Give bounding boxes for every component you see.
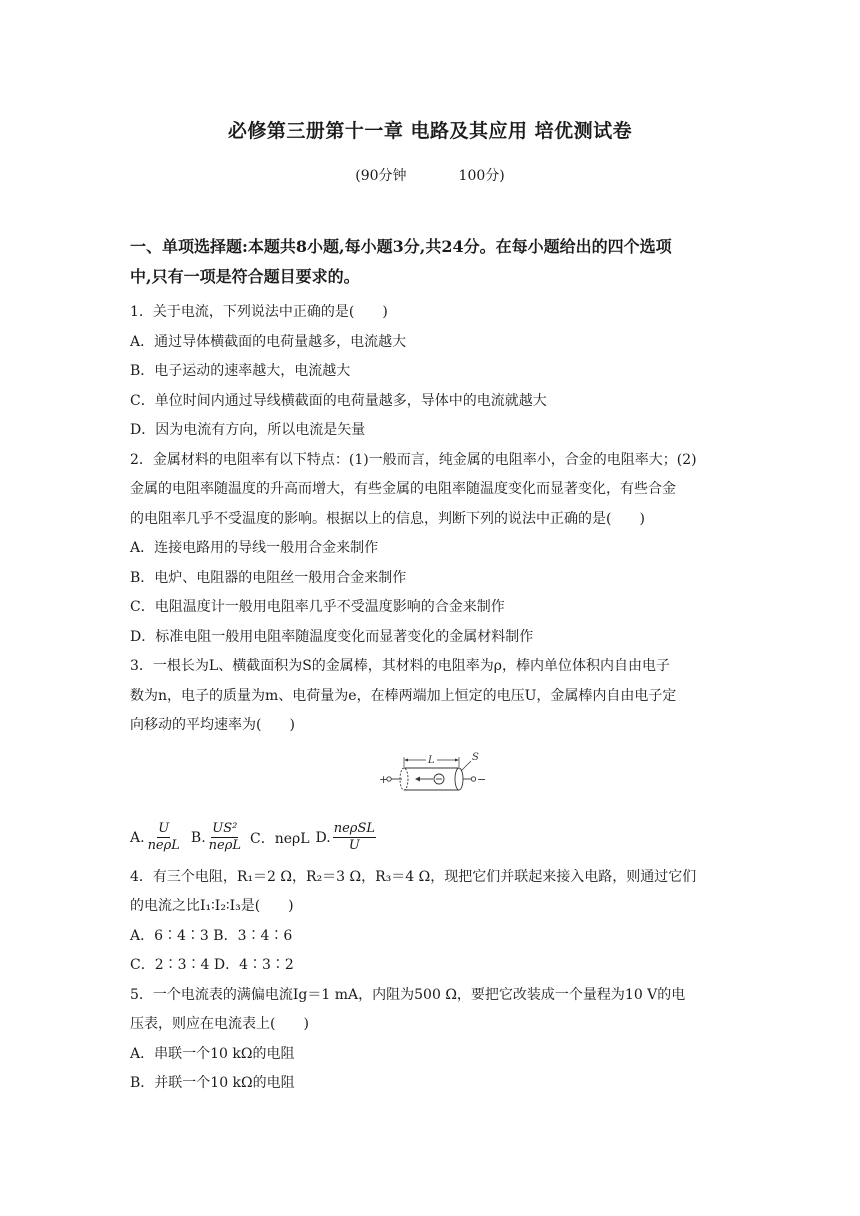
question-3-option-d-label: D. [315, 829, 331, 846]
exam-meta [0, 165, 860, 185]
question-4-options-ab: A．6∶4∶3 B．3∶4∶6 [130, 927, 293, 944]
question-1-option-d: D．因为电流有方向，所以电流是矢量 [130, 422, 366, 438]
plus-terminal-label: + [379, 772, 389, 786]
question-1 [130, 298, 735, 446]
question-4-stem-line2: 的电流之比I₁∶I₂∶I₃是( ) [130, 898, 294, 914]
minus-terminal-label: − [477, 772, 487, 786]
question-2-stem-line3: 的电阻率几乎不受温度的影响。根据以上的信息，判断下列的说法中正确的是( ) [130, 510, 645, 527]
exam-score: 100分) [458, 168, 505, 184]
question-2-stem-line1: 2．金属材料的电阻率有以下特点：(1)一般而言，纯金属的电阻率小，合金的电阻率大；(2) [130, 451, 697, 468]
fraction-numerator: neρSL [333, 821, 375, 836]
area-label: S [472, 751, 479, 763]
question-2-stem-line2: 金属的电阻率随温度的升高而增大，有些金属的电阻率随温度变化而显著变化，有些合金 [130, 481, 676, 497]
minus-terminal-icon [471, 776, 475, 780]
exam-time: (90分钟 [355, 168, 407, 184]
question-1-option-c: C．单位时间内通过导线横截面的电荷量越多，导体中的电流就越大 [130, 392, 547, 409]
fraction-denominator: U [348, 838, 360, 853]
question-3-option-a [147, 821, 181, 854]
question-3-stem-line2: 数为n，电子的质量为m、电荷量为e，在棒两端加上恒定的电压U，金属棒内自由电子定 [130, 687, 677, 704]
question-4-stem-line1: 4．有三个电阻，R₁＝2 Ω，R₂＝3 Ω，R₃＝4 Ω，现把它们并联起来接入电路，则通过它们 [130, 868, 697, 885]
question-5 [130, 981, 735, 1099]
question-3-option-b [208, 821, 242, 854]
question-5-option-a: A．串联一个10 kΩ的电阻 [130, 1045, 295, 1062]
question-2 [130, 446, 735, 653]
question-3-stem-line3: 向移动的平均速率为( ) [130, 717, 295, 733]
section-heading-line2: 中,只有一项是符合题目要求的。 [130, 267, 360, 286]
question-2-option-d: D．标准电阻一般用电阻率随温度变化而显著变化的金属材料制作 [130, 628, 534, 645]
question-5-stem-line2: 压表，则应在电流表上( ) [130, 1016, 309, 1032]
question-2-option-a: A．连接电路用的导线一般用合金来制作 [130, 540, 379, 556]
fraction-numerator: US² [212, 821, 238, 836]
section-heading-line1: 一、单项选择题:本题共8小题,每小题3分,共24分。在每小题给出的四个选项 [130, 237, 672, 256]
question-1-option-a: A．通过导体横截面的电荷量越多，电流越大 [130, 333, 407, 350]
question-3-option-d [333, 821, 376, 854]
exam-content [130, 232, 735, 1099]
question-2-option-b: B．电炉、电阻器的电阻丝一般用合金来制作 [130, 569, 407, 586]
question-2-option-c: C．电阻温度计一般用电阻率几乎不受温度影响的合金来制作 [130, 599, 505, 615]
question-4-options-cd: C．2∶3∶4 D．4∶3∶2 [130, 957, 294, 973]
question-3-stem-line1: 3．一根长为L、横截面积为S的金属棒，其材料的电阻率为ρ，棒内单位体积内自由电子 [130, 658, 671, 674]
page-title: 必修第三册第十一章 电路及其应用 培优测试卷 [227, 120, 633, 142]
question-3-option-c: C．neρL [250, 830, 310, 847]
question-3-option-b-label: B. [190, 829, 206, 846]
rod-right-end-icon [455, 768, 463, 790]
fraction-denominator: neρL [147, 838, 180, 853]
arrow-left-icon [415, 776, 420, 781]
question-3-options [130, 815, 735, 861]
fraction-denominator: neρL [208, 838, 241, 853]
question-5-stem-line1: 5．一个电流表的满偏电流Ig＝1 mA，内阻为500 Ω，要把它改装成一个量程为10 V的电 [130, 986, 686, 1003]
question-3 [130, 652, 735, 861]
question-5-option-b: B．并联一个10 kΩ的电阻 [130, 1075, 295, 1091]
question-4 [130, 863, 735, 981]
section-heading [130, 232, 735, 292]
question-1-option-b: B．电子运动的速率越大，电流越大 [130, 363, 351, 379]
metal-rod-figure [130, 741, 735, 815]
metal-rod-diagram [377, 747, 489, 799]
question-3-option-a-label: A. [130, 829, 145, 846]
question-1-stem: 1．关于电流，下列说法中正确的是( ) [130, 304, 388, 320]
length-label: L [428, 754, 435, 766]
fraction-numerator: U [158, 821, 170, 836]
